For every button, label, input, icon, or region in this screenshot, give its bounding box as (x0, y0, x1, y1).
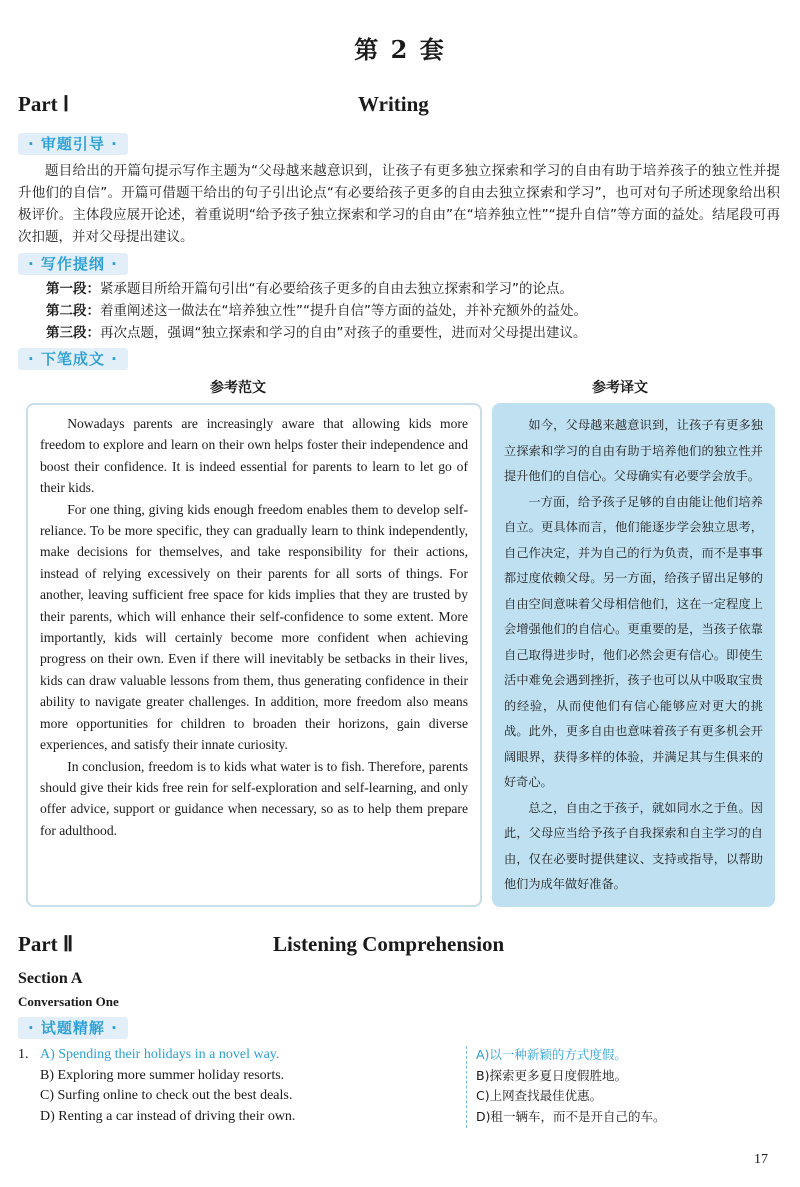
page-number: 17 (754, 1152, 768, 1167)
outline-item (46, 322, 780, 344)
translation-paragraph: 总之，自由之于孩子，就如同水之于鱼。因此，父母应当给予孩子自我探索和自主学习的自由，仅在必要时提供建议、支持或指导，以帮助他们为成年做好准备。 (504, 800, 763, 891)
sample-title: 参考范文 (210, 380, 266, 396)
writing-tag: · 下笔成文 · (18, 348, 128, 370)
section-title: Section A (18, 970, 83, 987)
outline-label: 第二段： (46, 303, 100, 319)
outline-item (46, 278, 780, 300)
outline-text: 着重阐述这一做法在“培养独立性”“提升自信”等方面的益处，并补充额外的益处。 (100, 303, 587, 319)
sample-paragraph: In conclusion, freedom is to kids what water is to fish. Therefore, parents should give their kids free rein for self-exploration and self-learning, and only offer advice, support or guidance when necessary, so as to help them prepare for adulthood. (40, 758, 468, 838)
analysis-tag: · 审题引导 · (18, 133, 128, 155)
column-divider (466, 1046, 467, 1128)
translation-box (492, 403, 775, 907)
outline-text: 紧承题目所给开篇句引出“有必要给孩子更多的自由去独立探索和学习”的论点。 (100, 281, 573, 297)
option-cn: B)探索更多夏日度假胜地。 (476, 1067, 627, 1083)
conversation-title: Conversation One (18, 994, 119, 1009)
outline-item (46, 300, 780, 322)
options-cn (476, 1045, 776, 1127)
option-cn: D)租一辆车，而不是开自己的车。 (476, 1108, 666, 1124)
translation-title: 参考译文 (592, 380, 648, 396)
translation-paragraph: 如今，父母越来越意识到，让孩子有更多独立探索和学习的自由有助于培养他们的独立性并提升他们的自信心。父母确实有必要学会放手。 (504, 418, 763, 483)
outline-list (18, 278, 780, 344)
question-number: 1. (18, 1047, 29, 1062)
part2-header (18, 932, 778, 962)
outline-tag: · 写作提纲 · (18, 253, 128, 275)
option-en: A) Spending their holidays in a novel way. (40, 1047, 280, 1062)
sample-paragraph: For one thing, giving kids enough freedom enables them to develop self-reliance. To be more specific, they can gradually learn to think independently, make decisions for themselves, and take responsibility for their actions, instead of relying excessively on their parents for all sorts of things. For another, leaving sufficient free space for kids implies that they are trusted by their parents, which will enhance their self-confidence to some extent. More importantly, kids will certainly become more confident when achieving progress on their own. Even if there will inevitably be setbacks in their lives, kids can draw valuable lessons from them, thus generating confidence in their ability to navigate greater challenges. In addition, more freedom also means more opportunities for children to broaden their horizons, gain diverse experiences, and satisfy their innate curiosity. (40, 501, 468, 753)
translation-paragraph: 一方面，给予孩子足够的自由能让他们培养自立。更具体而言，他们能逐步学会独立思考，自己作决定，并为自己的行为负责，而不是事事都过度依赖父母。另一方面，给孩子留出足够的自由空间意味着父母相信他们，这在一定程度上会增强他们的自信心。更重要的是，当孩子依靠自己取得进步时，他们必然会更有信心。即使生活中难免会遇到挫折，孩子也可以从中吸取宝贵的经验，从而使他们有信心能够应对更大的挑战。此外，更多自由也意味着孩子有更多机会开阔眼界，获得多样的体验，并满足其与生俱来的好奇心。 (504, 494, 763, 789)
sample-essay-box (26, 403, 482, 907)
part1-header (18, 92, 778, 122)
option-en: B) Exploring more summer holiday resorts. (40, 1067, 285, 1083)
part2-name: Listening Comprehension (273, 932, 505, 956)
option-cn: C)上网查找最佳优惠。 (476, 1088, 603, 1103)
part1-label: Part Ⅰ (18, 92, 70, 116)
option-en: C) Surfing online to check out the best deals. (40, 1088, 293, 1103)
part2-label: Part Ⅱ (18, 932, 74, 956)
sample-paragraph: Nowadays parents are increasingly aware that allowing kids more freedom to explore and learn on their own helps foster their independence and boost their confidence. It is indeed essential for parents to learn to let go of their kids. (40, 416, 468, 496)
part1-name: Writing (358, 92, 429, 116)
option-en: D) Renting a car instead of driving their own. (40, 1108, 296, 1124)
outline-label: 第一段： (46, 281, 100, 297)
analysis-text: 题目给出的开篇句提示写作主题为“父母越来越意识到，让孩子有更多独立探索和学习的自由有助于培养孩子的独立性并提升他们的自信”。开篇可借题干给出的句子引出论点“有必要给孩子更多的自由去独立探索和学习”，也可对句子所述现象给出积极评价。主体段应展开论述，着重说明“给予孩子独立探索和学习的自由”在“培养独立性”“提升自信”等方面的益处。结尾段可再次扣题，并对父母提出建议。 (18, 163, 780, 245)
option-cn: A)以一种新颖的方式度假。 (476, 1047, 627, 1062)
options-en (40, 1045, 460, 1127)
outline-text: 再次点题，强调“独立探索和学习的自由”对孩子的重要性，进而对父母提出建议。 (100, 325, 587, 341)
page-title: 第 2 套 (354, 35, 446, 64)
questions-tag: · 试题精解 · (18, 1017, 128, 1039)
outline-label: 第三段： (46, 325, 100, 341)
